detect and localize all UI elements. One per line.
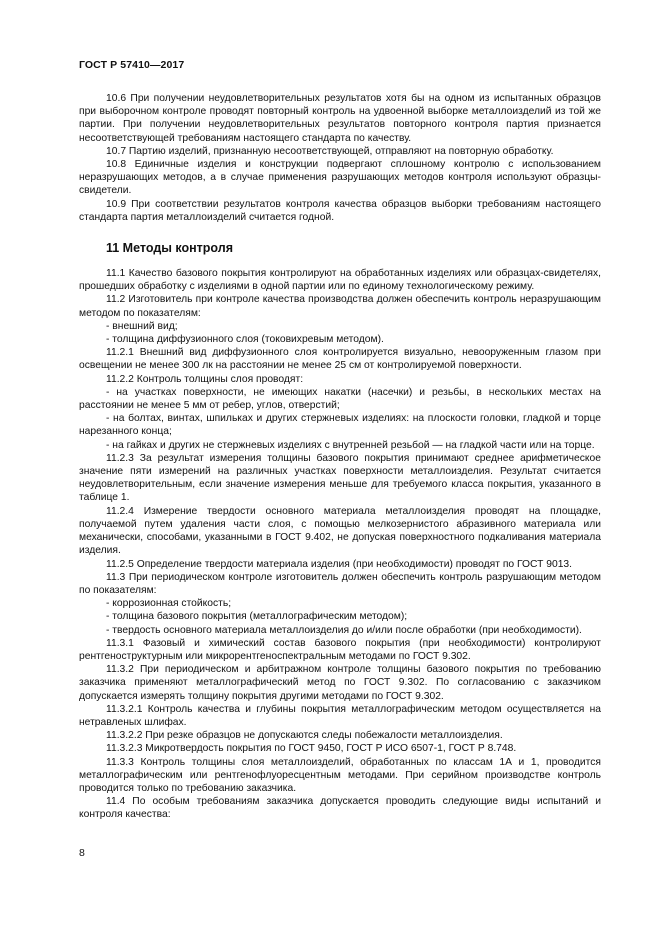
paragraph: 11.2 Изготовитель при контроле качества производства должен обеспечить контроль неразрушающим методом по показателям: [79,294,601,319]
page-number: 8 [79,847,85,859]
paragraph: - на гайках и других не стержневых изделиях с внутренней резьбой — на гладкой части или на торце. [106,439,595,451]
paragraph: 11.1 Качество базового покрытия контролируют на обработанных изделиях или образцах-свидетелях, прошедших обработку с изделиями в одной партии или по единому технологическому режиму. [79,268,601,293]
paragraph: 11.3.2 При периодическом и арбитражном контроле толщины базового покрытия по требованию заказчика применяют металлографический метод по ГОСТ 9.302. По согласованию с заказчиком допускается измерять толщину покрытия другими методами по ГОСТ 9.302. [79,664,601,702]
section-heading: 11 Методы контроля [106,241,233,256]
document-header: ГОСТ Р 57410—2017 [79,59,185,71]
paragraph: 10.7 Партию изделий, признанную несоответствующей, отправляют на повторную обработку. [106,145,554,157]
paragraph: 10.6 При получении неудовлетворительных результатов хотя бы на одном из испытанных образцов при выборочном контроле проводят повторный контроль на удвоенной выборке металлоизделий из той же партии. При получении неудовлетворительных результатов повторного контроля партия признается несоответствующей требованиям настоящего стандарта по качеству. [79,93,601,144]
paragraph: 11.3.2.2 При резке образцов не допускаются следы побежалости металлоизделия. [106,730,503,742]
document-body [79,92,601,822]
paragraph-group-b [79,267,601,822]
paragraph: 11.3.2.3 Микротвердость покрытия по ГОСТ 9450, ГОСТ Р ИСО 6507-1, ГОСТ Р 8.748. [106,743,517,755]
paragraph: 10.8 Единичные изделия и конструкции подвергают сплошному контролю с использованием неразрушающих методов, а в случае применения разрушающих методов контроля используют образцы-свидетели. [79,159,601,197]
paragraph: 11.2.5 Определение твердости материала изделия (при необходимости) проводят по ГОСТ 9013. [106,558,573,570]
paragraph: 11.3.1 Фазовый и химический состав базового покрытия (при необходимости) контролируют рентгеноструктурным или микрорентгеноспектральным методами по ГОСТ 9.302. [79,637,601,662]
paragraph: - твердость основного материала металлоизделия до и/или после обработки (при необходимости). [106,624,582,636]
paragraph: 10.9 При соответствии результатов контроля качества образцов выборки требованиям настоящего стандарта партия металлоизделий считается годной. [79,198,601,223]
paragraph: 11.3.3 Контроль толщины слоя металлоизделий, обработанных по классам 1А и 1, проводится металлографическим или рентгенофлуоресцентным методами. При серийном производстве контроль проводится только по требованию заказчика. [79,756,601,794]
paragraph: - коррозионная стойкость; [106,598,232,610]
paragraph: 11.2.1 Внешний вид диффузионного слоя контролируется визуально, невооруженным глазом при освещении не менее 300 лк на расстоянии не менее 25 см от контролируемой поверхности. [79,347,601,372]
paragraph: - на болтах, винтах, шпильках и других стержневых изделиях: на плоскости головки, гладкой и торце нарезанного конца; [79,413,601,438]
paragraph-group-a [79,92,601,224]
paragraph: 11.2.4 Измерение твердости основного материала металлоизделия проводят на площадке, получаемой путем удаления части слоя, с помощью мелкозернистого абразивного материала или механически, способами, указанными в ГОСТ 9.402, не допуская поверхностного подкаливания материала изделия. [79,505,601,557]
paragraph: - толщина диффузионного слоя (токовихревым методом). [106,334,384,346]
paragraph: - внешний вид; [106,320,178,332]
paragraph: 11.2.3 За результат измерения толщины базового покрытия принимают среднее арифметическое значение пяти измерений на различных участках поверхности металлоизделия. Результат считается неудовлетворительным, если значение измерения меньше для требуемого класса покрытия, указанного в таблице 1. [79,452,601,504]
paragraph: 11.3.2.1 Контроль качества и глубины покрытия металлографическим методом осуществляется на нетравленых шлифах. [79,703,601,728]
paragraph: 11.4 По особым требованиям заказчика допускается проводить следующие виды испытаний и контроля качества: [79,796,601,821]
paragraph: 11.3 При периодическом контроле изготовитель должен обеспечить контроль разрушающим методом по показателям: [79,571,601,596]
paragraph: - на участках поверхности, не имеющих накатки (насечки) и резьбы, в нескольких местах на расстоянии не менее 5 мм от ребер, углов, отверстий; [79,386,601,412]
paragraph: 11.2.2 Контроль толщины слоя проводят: [106,373,304,385]
paragraph: - толщина базового покрытия (металлографическим методом); [106,611,408,623]
